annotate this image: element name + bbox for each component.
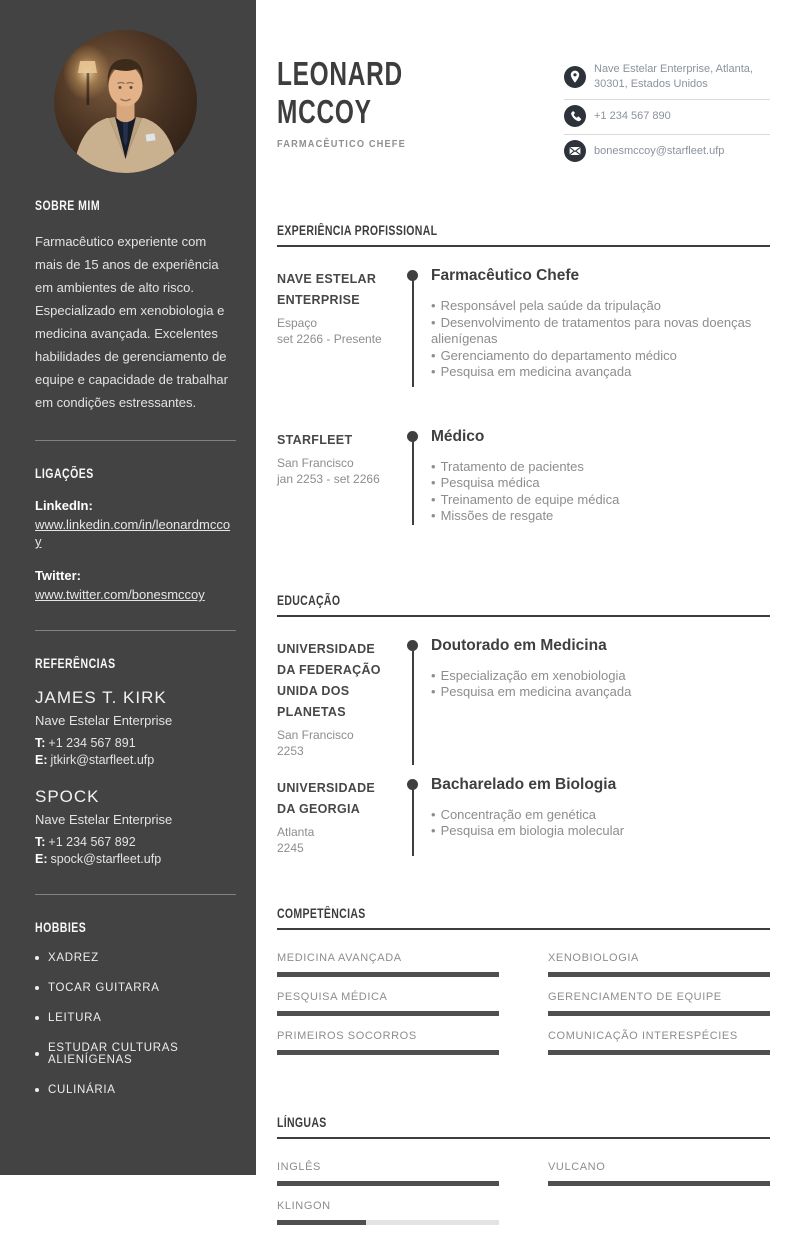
entry-role: Médico	[431, 427, 485, 445]
phone-icon	[564, 105, 586, 127]
bullet-dot-icon: •	[431, 508, 436, 523]
bullet-dot-icon: •	[431, 475, 436, 490]
experience-section	[277, 223, 770, 543]
hobby-label: ESTUDAR CULTURAS ALIENÍGENAS	[48, 1042, 179, 1066]
skills-section	[277, 906, 770, 1069]
skill-item	[548, 952, 770, 977]
bullet-text: Concentração em genética	[440, 806, 596, 822]
reference-item	[35, 787, 236, 868]
skill-bar-fill	[277, 972, 499, 977]
bullet-dot-icon	[35, 1052, 39, 1056]
entry-location: San Francisco	[277, 727, 354, 742]
skill-bar-track	[277, 1011, 499, 1016]
envelope-icon	[564, 140, 586, 162]
page-title	[277, 55, 447, 131]
bullet-item	[431, 298, 770, 315]
bullet-dot-icon: •	[431, 458, 436, 474]
hobby-label: TOCAR GUITARRA	[48, 982, 160, 994]
bullet-text: Pesquisa em medicina avançada	[440, 364, 632, 379]
language-item	[548, 1161, 770, 1186]
link-url[interactable]: www.twitter.com/bonesmccoy	[35, 587, 205, 602]
languages-section	[277, 1115, 770, 1239]
sidebar	[0, 0, 256, 1175]
link-item	[35, 568, 236, 604]
name-block	[277, 55, 447, 169]
sidebar-divider	[35, 630, 236, 631]
email-label: E:	[35, 852, 48, 866]
hobby-label: XADREZ	[48, 952, 99, 964]
bullet-text: Missões de resgate	[440, 508, 554, 523]
entry-dates: jan 2253 - set 2266	[277, 471, 380, 486]
entry-bullets	[431, 807, 770, 840]
language-bar-track	[277, 1181, 499, 1186]
language-label: VULCANO	[548, 1160, 606, 1173]
reference-company: Nave Estelar Enterprise	[35, 812, 173, 827]
entry-dates: set 2266 - Presente	[277, 332, 382, 346]
language-bar-fill	[277, 1220, 366, 1225]
bullet-dot-icon	[35, 1016, 39, 1020]
links-section	[35, 466, 236, 604]
phone-value: +1 234 567 891	[48, 736, 136, 750]
language-item	[277, 1200, 499, 1225]
hobby-item	[35, 1042, 236, 1066]
language-label: KLINGON	[277, 1199, 331, 1212]
contact-location: Nave Estelar Enterprise, Atlanta, 30301, Estados Unidos	[594, 63, 753, 90]
skill-label: MEDICINA AVANÇADA	[277, 951, 402, 964]
skill-item	[277, 1030, 499, 1055]
education-section	[277, 593, 770, 860]
reference-item	[35, 688, 236, 769]
entry-school: UNIVERSIDADE DA FEDERAÇÃO UNIDA DOS PLANETAS	[277, 641, 381, 719]
entry-bullets	[431, 459, 770, 525]
hobby-item	[35, 982, 236, 994]
section-rule	[277, 245, 770, 247]
link-item	[35, 498, 236, 551]
entry-school: UNIVERSIDADE DA GEORGIA	[277, 780, 376, 816]
skill-item	[277, 952, 499, 977]
hobby-item	[35, 952, 236, 964]
profile-photo	[54, 30, 197, 173]
entry-role: Farmacêutico Chefe	[431, 267, 580, 284]
entry-degree: Doutorado em Medicina	[431, 636, 607, 654]
bullet-item	[431, 684, 770, 701]
hobby-label: CULINÁRIA	[48, 1084, 116, 1096]
header	[277, 55, 770, 169]
skill-bar-track	[548, 972, 770, 977]
timeline-line	[412, 645, 414, 765]
skill-label: COMUNICAÇÃO INTERESPÉCIES	[548, 1029, 738, 1042]
skill-bar-track	[277, 972, 499, 977]
bullet-dot-icon: •	[431, 823, 436, 838]
contact-phone: +1 234 567 890	[594, 109, 671, 122]
location-pin-icon	[564, 66, 586, 88]
link-label: Twitter:	[35, 568, 81, 583]
skill-bar-fill	[277, 1050, 499, 1055]
skill-bar-track	[548, 1011, 770, 1016]
bullet-item	[431, 508, 770, 525]
bullet-item	[431, 492, 770, 509]
entry-bullets	[431, 298, 770, 381]
reference-phone	[35, 735, 236, 752]
timeline-column	[397, 775, 431, 856]
reference-phone	[35, 834, 236, 851]
entry-meta	[277, 775, 397, 856]
bullet-item	[431, 823, 770, 840]
entry-bullets	[431, 668, 770, 701]
language-bar-track	[277, 1220, 499, 1225]
references-list	[35, 688, 236, 868]
skills-heading: COMPETÊNCIAS	[277, 905, 366, 921]
skill-bar-track	[548, 1050, 770, 1055]
bullet-dot-icon: •	[431, 364, 436, 379]
entry-year: 2245	[277, 840, 304, 855]
entry-body	[431, 636, 770, 759]
profile-photo-illustration	[54, 30, 197, 173]
phone-label: T:	[35, 736, 46, 750]
bullet-text: Treinamento de equipe médica	[440, 491, 620, 507]
entry-company: STARFLEET	[277, 432, 353, 447]
skill-bar-fill	[548, 1050, 770, 1055]
reference-name: JAMES T. KIRK	[35, 688, 167, 707]
experience-list	[277, 266, 770, 543]
sidebar-divider	[35, 894, 236, 895]
bullet-item	[431, 315, 770, 348]
main-content	[256, 0, 794, 1239]
language-bar-fill	[277, 1181, 499, 1186]
skills-grid	[277, 952, 770, 1069]
bullet-text: Pesquisa médica	[440, 475, 540, 490]
link-url[interactable]: www.linkedin.com/in/leonardmccoy	[35, 517, 231, 549]
section-rule	[277, 928, 770, 930]
hobbies-section	[35, 920, 236, 1096]
education-entry	[277, 636, 770, 775]
skill-item	[548, 1030, 770, 1055]
reference-email	[35, 851, 236, 868]
skill-bar-fill	[548, 972, 770, 977]
bullet-dot-icon: •	[431, 298, 436, 313]
timeline-column	[397, 636, 431, 759]
skill-bar-fill	[548, 1011, 770, 1016]
timeline-column	[397, 427, 431, 525]
entry-meta	[277, 636, 397, 759]
bullet-dot-icon: •	[431, 806, 436, 822]
name-line-2: MCCOY	[277, 93, 372, 130]
education-heading: EDUCAÇÃO	[277, 592, 341, 608]
email-label: E:	[35, 753, 48, 767]
experience-heading: EXPERIÊNCIA PROFISSIONAL	[277, 223, 438, 238]
timeline-line	[412, 275, 414, 387]
hobby-item	[35, 1084, 236, 1096]
education-entry	[277, 775, 770, 860]
phone-label: T:	[35, 835, 46, 849]
bullet-dot-icon: •	[431, 684, 436, 699]
entry-body	[431, 427, 770, 525]
bullet-dot-icon	[35, 1088, 39, 1092]
contact-email: bonesmccoy@starfleet.ufp	[594, 144, 725, 157]
about-section	[35, 198, 236, 414]
contact-location-row	[564, 57, 770, 100]
bullet-text: Pesquisa em medicina avançada	[440, 684, 632, 699]
job-title: FARMACÊUTICO CHEFE	[277, 138, 406, 150]
timeline-column	[397, 266, 431, 381]
about-text: Farmacêutico experiente com mais de 15 anos de experiência em ambientes de alto risco. Especializado em xenobiologia e medicina avançada. Excelentes habilidades de gerenciamento de equipe e capacidade de trabalhar em condições estressantes.	[35, 234, 228, 410]
hobbies-heading: HOBBIES	[35, 920, 87, 935]
entry-location: Espaço	[277, 316, 318, 330]
links-heading: LIGAÇÕES	[35, 466, 94, 481]
entry-location: San Francisco	[277, 455, 354, 470]
phone-value: +1 234 567 892	[48, 835, 136, 849]
bullet-item	[431, 364, 770, 381]
sidebar-divider	[35, 440, 236, 441]
language-bar-fill	[548, 1181, 770, 1186]
language-bar-track	[548, 1181, 770, 1186]
entry-body	[431, 266, 770, 381]
email-value: jtkirk@starfleet.ufp	[50, 753, 155, 767]
hobbies-list	[35, 952, 236, 1096]
experience-entry	[277, 427, 770, 543]
entry-year: 2253	[277, 743, 304, 758]
bullet-item	[431, 459, 770, 476]
skill-item	[548, 991, 770, 1016]
entry-body	[431, 775, 770, 856]
language-item	[277, 1161, 499, 1186]
bullet-dot-icon: •	[431, 667, 436, 683]
email-value: spock@starfleet.ufp	[50, 852, 162, 866]
education-list	[277, 636, 770, 860]
reference-name: SPOCK	[35, 787, 100, 806]
skill-label: GERENCIAMENTO DE EQUIPE	[548, 990, 722, 1003]
languages-heading: LÍNGUAS	[277, 1114, 327, 1130]
skill-bar-fill	[277, 1011, 499, 1016]
bullet-item	[431, 668, 770, 685]
bullet-text: Especialização em xenobiologia	[440, 667, 626, 683]
bullet-dot-icon: •	[431, 347, 436, 363]
timeline-line	[412, 784, 414, 856]
bullet-dot-icon	[35, 986, 39, 990]
contact-block	[564, 57, 770, 169]
bullet-text: Gerenciamento do departamento médico	[440, 347, 677, 363]
entry-company: NAVE ESTELAR ENTERPRISE	[277, 272, 377, 307]
hobby-item	[35, 1012, 236, 1024]
skill-label: XENOBIOLOGIA	[548, 951, 639, 964]
skill-label: PRIMEIROS SOCORROS	[277, 1029, 417, 1042]
bullet-item	[431, 348, 770, 365]
link-label: LinkedIn:	[35, 498, 93, 513]
contact-email-row	[564, 135, 770, 169]
bullet-text: Tratamento de pacientes	[440, 458, 584, 474]
references-heading: REFERÊNCIAS	[35, 656, 116, 671]
timeline-line	[412, 436, 414, 525]
reference-company: Nave Estelar Enterprise	[35, 713, 173, 728]
languages-grid	[277, 1161, 770, 1239]
reference-email	[35, 752, 236, 769]
entry-meta	[277, 266, 397, 381]
bullet-dot-icon: •	[431, 314, 436, 330]
bullet-text: Responsável pela saúde da tripulação	[440, 298, 661, 313]
bullet-item	[431, 807, 770, 824]
entry-degree: Bacharelado em Biologia	[431, 775, 617, 793]
bullet-text: Desenvolvimento de tratamentos para novas doenças alienígenas	[431, 314, 752, 346]
links-list	[35, 498, 236, 604]
references-section	[35, 656, 236, 868]
skill-bar-track	[277, 1050, 499, 1055]
experience-entry	[277, 266, 770, 427]
skill-label: PESQUISA MÉDICA	[277, 990, 388, 1003]
about-heading: SOBRE MIM	[35, 198, 101, 213]
name-line-1: LEONARD	[277, 55, 403, 92]
entry-location: Atlanta	[277, 824, 315, 839]
section-rule	[277, 1137, 770, 1139]
bullet-text: Pesquisa em biologia molecular	[440, 823, 625, 838]
entry-meta	[277, 427, 397, 525]
bullet-dot-icon	[35, 956, 39, 960]
hobby-label: LEITURA	[48, 1012, 102, 1024]
bullet-dot-icon: •	[431, 491, 436, 507]
bullet-item	[431, 475, 770, 492]
skill-item	[277, 991, 499, 1016]
contact-phone-row	[564, 100, 770, 135]
section-rule	[277, 615, 770, 617]
language-label: INGLÊS	[277, 1160, 321, 1173]
